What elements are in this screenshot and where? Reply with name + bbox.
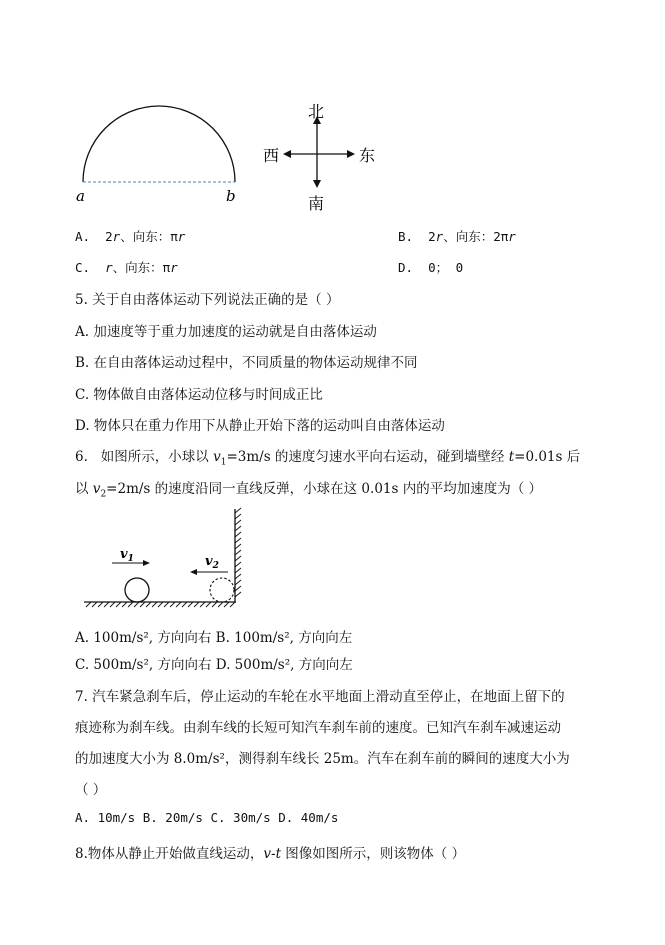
east-arrow-icon — [347, 150, 355, 158]
south-label: 南 — [308, 194, 325, 213]
q6-stem-line1: 6. 如图所示，小球以 $v_1=3m/s$ 的速度匀速水平向右运动，碰到墙壁经 t=0.01s 后 — [75, 449, 581, 468]
q5-option-d: D. 物体只在重力作用下从静止开始下落的运动叫自由落体运动 — [75, 418, 445, 434]
compass-figure — [255, 100, 385, 215]
south-arrow-icon — [313, 180, 321, 188]
q5-stem: 5. 关于自由落体运动下列说法正确的是（ ） — [75, 292, 340, 308]
ball — [125, 578, 149, 602]
q4-option-a: A. 2r、向东：πr — [75, 229, 186, 244]
q4-option-d: D. 0； 0 — [398, 260, 464, 275]
ball-rebound-dashed — [210, 578, 234, 602]
west-arrow-icon — [283, 150, 291, 158]
north-label: 北 — [308, 102, 325, 121]
q8-stem: 8.物体从静止开始做直线运动，v-t 图像如图所示，则该物体（ ） — [75, 846, 466, 862]
v1-label: $v_1$ — [120, 547, 134, 564]
q7-options: A. 10m/s B. 20m/s C. 30m/s D. 40m/s — [75, 810, 339, 825]
east-label: 东 — [359, 146, 376, 165]
q4-option-b: B. 2r、向东：2πr — [398, 229, 516, 244]
ball-wall-figure — [78, 505, 258, 615]
q5-option-c: C. 物体做自由落体运动位移与时间成正比 — [75, 387, 323, 403]
v2-label: $v_2$ — [205, 554, 219, 571]
wall-hatching — [235, 508, 241, 597]
q7-stem-line1: 7. 汽车紧急刹车后，停止运动的车轮在水平地面上滑动直至停止，在地面上留下的 — [75, 689, 565, 705]
v2-arrow-icon — [190, 569, 197, 575]
q6-options-cd: C. 500m/s², 方向向右 D. 500m/s², 方向向左 — [75, 657, 353, 673]
q4-option-c: C. r、向东：πr — [75, 260, 178, 275]
west-label: 西 — [263, 146, 280, 165]
q7-stem-line3: 的加速度大小为 8.0m/s²，测得刹车线长 25m。汽车在刹车前的瞬间的速度大小为 — [75, 751, 570, 767]
semicircle-figure — [70, 100, 250, 210]
label-b: b — [226, 187, 236, 205]
q6-options-ab: A. 100m/s², 方向向右 B. 100m/s², 方向向左 — [75, 630, 353, 646]
q6-stem-line2: 以 $v_2=2m/s$ 的速度沿同一直线反弹，小球在这 0.01s 内的平均加速度为（ ） — [75, 481, 543, 500]
q5-option-a: A. 加速度等于重力加速度的运动就是自由落体运动 — [75, 324, 377, 340]
q7-stem-line4: （ ） — [75, 782, 107, 798]
semicircle-arc — [83, 106, 235, 182]
v1-arrow-icon — [143, 560, 150, 566]
ground-hatching — [86, 602, 235, 607]
q7-stem-line2: 痕迹称为刹车线。由刹车线的长短可知汽车刹车前的速度。已知汽车刹车减速运动 — [75, 720, 561, 736]
label-a: a — [76, 187, 85, 205]
q5-option-b: B. 在自由落体运动过程中，不同质量的物体运动规律不同 — [75, 355, 418, 371]
